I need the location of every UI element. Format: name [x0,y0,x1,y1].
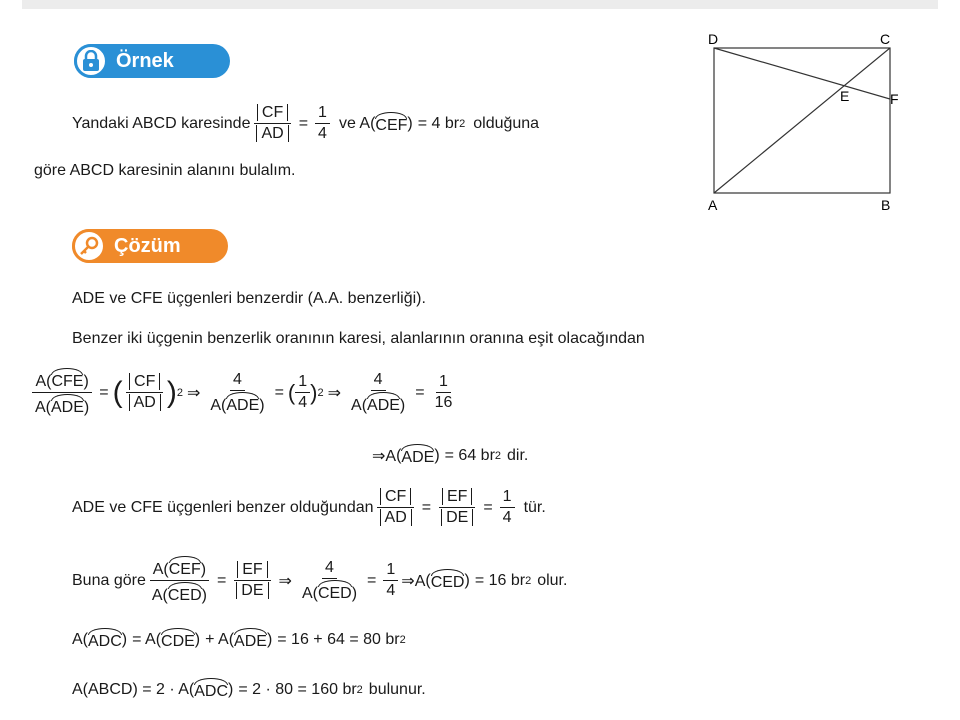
example-label: Örnek [116,49,174,72]
square-figure [700,28,910,218]
problem-line-2: göre ABCD karesinin alanını bulalım. [34,162,296,179]
label-a: A [708,197,718,213]
problem-text: Yandaki ABCD karesinde [72,114,251,132]
solution-badge [72,229,228,263]
solution-line-2: Benzer iki üçgenin benzerlik oranının karesi, alanlarının oranına eşit olacağından [72,330,645,347]
label-e: E [840,88,850,104]
top-bar [22,0,938,9]
solution-label: Çözüm [114,234,181,257]
ratio-equation: $\frac{\text{A(CFE)}}{\text{A(ADE)}}$ = ( $\frac{CF}{AD}$ ) 2 ⇒ $\frac{4}{\text{A(ADE)}}$ = ( $\frac{1}{4}$ ) 2 ⇒ $\frac{4}{\text{A(ADE)}}$ = $\frac{1}{16}$ [32,368,458,417]
label-d: D [708,31,719,47]
ced-area-line: Buna göre $\frac{\text{A(CEF)}}{\text{A(CED)}}$ = $\frac{EF}{DE}$ ⇒ $\frac{4}{\text{A(CED)}}$ = $\frac{1}{4}$ ⇒A ( CED ) = 16 br 2 olur. [72,556,567,605]
solution-line-1: ADE ve CFE üçgenleri benzerdir (A.A. benzerliği). [72,290,426,307]
label-b: B [881,197,891,213]
problem-line-1: Yandaki ABCD karesinde $\frac{CF}{AD}$ = $\frac{1}{4}$ ve A ( CEF ) = 4 br 2 olduğuna [72,104,540,142]
final-area-line: A(ABCD) = 2 · A ( ADC ) = 2 · 80 = 160 br 2 bulunur. [72,678,426,701]
lock-icon [74,44,108,78]
fraction-one-four: $\frac{1}{4}$ [315,104,330,143]
example-badge [74,44,230,78]
result-ade: ⇒A ( ADE ) = 64 br 2 dir. [372,444,528,467]
similarity-ratio-line: ADE ve CFE üçgenleri benzer olduğundan $\frac{CF}{AD}$ = $\frac{EF}{DE}$ = $\frac{1}{4}$ tür. [72,488,546,526]
key-icon [72,229,106,263]
fraction-cf-ad: $\frac{CF}{AD}$ [253,104,291,143]
label-c: C [880,31,891,47]
adc-area-line: A ( ADC ) = A ( CDE ) + A ( ADE ) = 16 + 64 = 80 br 2 [72,628,406,651]
label-f: F [890,91,899,107]
